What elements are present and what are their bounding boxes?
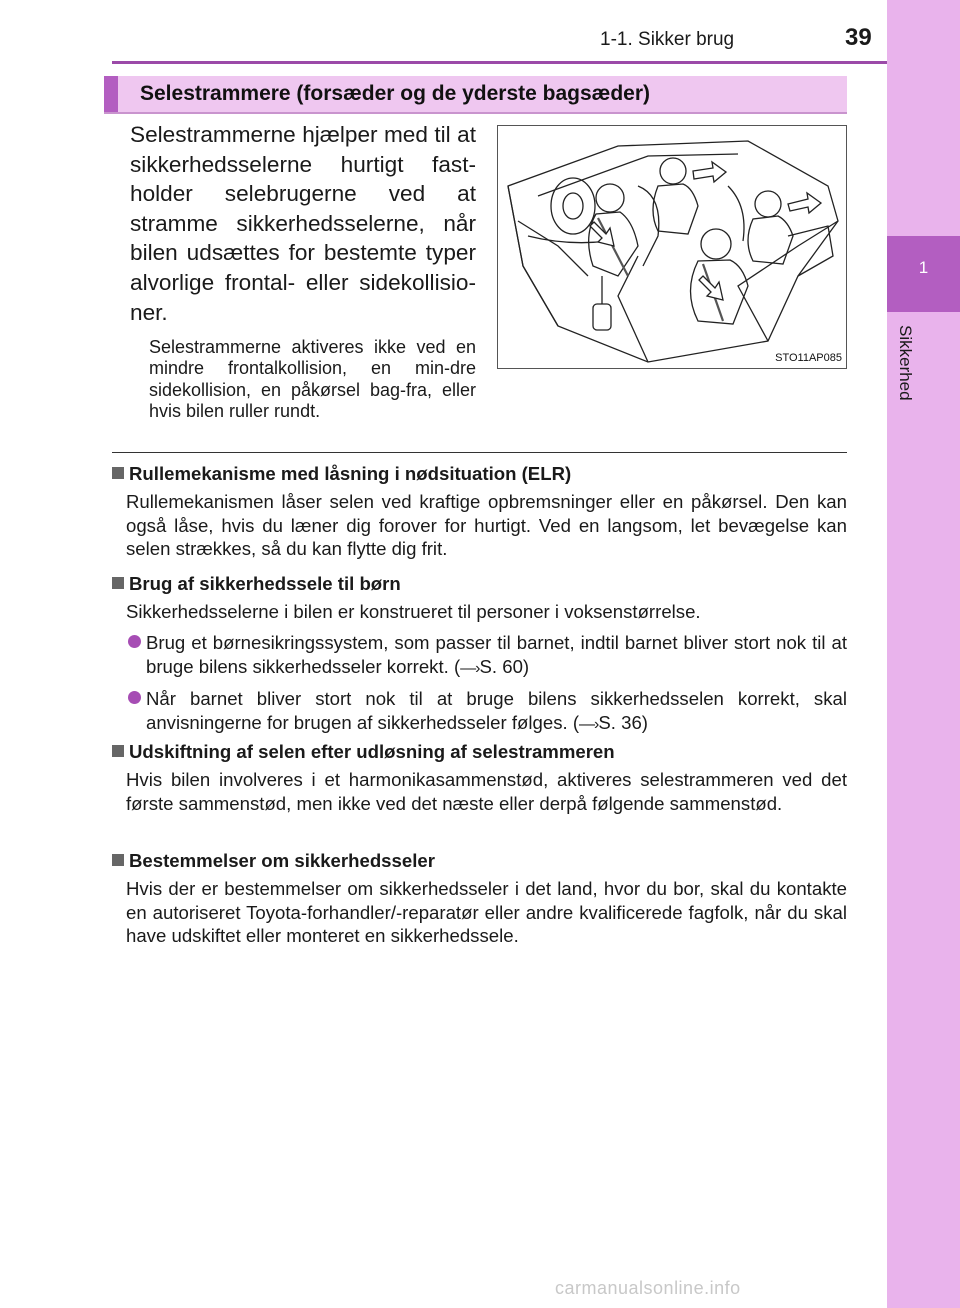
block-text-child-seatbelt: Sikkerhedsselerne i bilen er konstrueret til personer i voksenstørrelse.	[126, 601, 701, 622]
bullet-text: Brug et børnesikringssystem, som passer til barnet, indtil barnet bliver stort nok til at bruge bilens sikkerhedsseler korrekt. (	[146, 632, 847, 677]
illustration-code: STO11AP085	[775, 352, 842, 364]
block-title-regulations	[112, 850, 435, 872]
chapter-side-tab	[887, 0, 960, 1308]
section-heading-box	[104, 76, 847, 112]
page-reference: S. 60)	[479, 655, 530, 677]
block-text-regulations: Hvis der er bestemmelser om sikkerhedsseler i det land, hvor du bor, skal du kontakte en autoriseret Toyota-forhandler/-reparatør eller andre kvalificerede fagfolk, når du skal have udskiftet eller monteret en sikkerhedssele.	[126, 878, 847, 946]
page-number: 39	[845, 24, 872, 51]
arrow-right-icon: —›	[460, 659, 480, 677]
block-text-elr: Rullemekanismen låser selen ved kraftige opbremsninger eller en påkørsel. Den kan også låse, hvis du læner dig forover for hurtigt. Ved en langsom, let bevægelse kan selen strækkes, så du kan flytte dig frit.	[126, 491, 847, 559]
block-title-replacement	[112, 741, 615, 763]
round-bullet-icon	[128, 691, 141, 704]
section-title: Selestrammere (forsæder og de yderste bagsæder)	[140, 82, 651, 105]
bullet-item	[128, 687, 847, 736]
block-title-text: Brug af sikkerhedssele til børn	[129, 573, 401, 594]
round-bullet-icon	[128, 635, 141, 648]
arrow-right-icon: —›	[579, 715, 599, 733]
section-divider	[112, 452, 847, 453]
chapter-number: 1	[918, 258, 929, 277]
header-rule	[112, 61, 887, 64]
square-bullet-icon	[112, 854, 124, 866]
watermark: carmanualsonline.info	[555, 1278, 741, 1298]
block-title-text: Udskiftning af selen efter udløsning af selestrammeren	[129, 741, 615, 762]
block-title-text: Bestemmelser om sikkerhedsseler	[129, 850, 435, 871]
square-bullet-icon	[112, 745, 124, 757]
block-title-text: Rullemekanisme med låsning i nødsituation (ELR)	[129, 463, 572, 484]
car-interior-seatbelt-icon	[498, 126, 847, 369]
car-interior-seatbelt-illustration	[497, 125, 847, 369]
block-title-child-seatbelt	[112, 573, 401, 595]
block-title-elr	[112, 463, 571, 485]
block-text-replacement: Hvis bilen involveres i et harmonikasammenstød, aktiveres selestrammeren ved det første sammenstød, men ikke ved det næste eller derpå følgende sammenstød.	[126, 769, 847, 814]
bullet-text: Når barnet bliver stort nok til at bruge bilens sikkerhedsselen korrekt, skal anvisningerne for brugen af sikkerhedsseler følges. (	[146, 688, 847, 733]
note-paragraph: Selestrammerne aktiveres ikke ved en mindre frontalkollision, en min-dre sidekollision, en påkørsel bag-fra, eller hvis bilen ruller rundt.	[149, 337, 476, 421]
running-header-section: 1-1. Sikker brug	[600, 29, 735, 50]
square-bullet-icon	[112, 467, 124, 479]
section-underline	[104, 112, 847, 114]
intro-paragraph: Selestrammerne hjælper med til at sikkerhedsselerne hurtigt fast-holder selebrugerne ved at stramme sikkerhedsselerne, når bilen udsættes for bestemte typer alvorlige frontal- eller sidekollisio-ner.	[130, 122, 476, 325]
chapter-label: Sikkerhed	[896, 325, 915, 401]
page-reference: S. 36)	[598, 711, 648, 733]
bullet-item	[128, 631, 847, 680]
square-bullet-icon	[112, 577, 124, 589]
